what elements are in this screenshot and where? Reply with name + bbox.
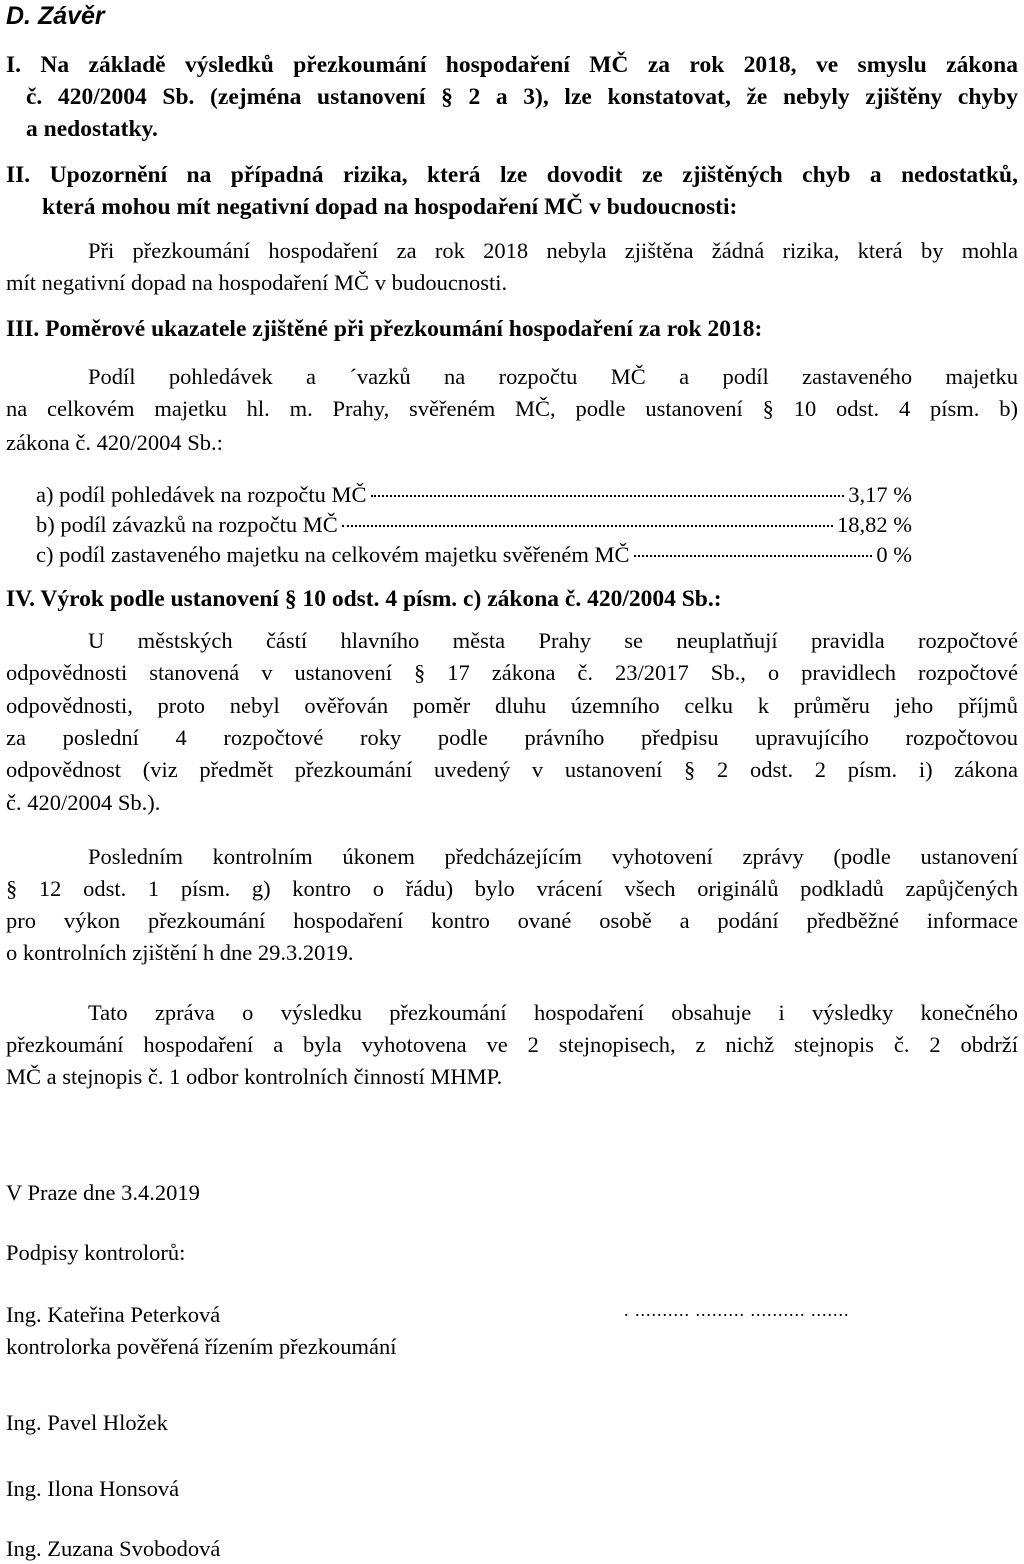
ratio-item-c <box>36 542 912 568</box>
ratio-item-b-value: 18,82 % <box>837 512 912 537</box>
closing-2-line-2: přezkoumání hospodaření a byla vyhotovena ve 2 stejnopisech, z nichž stejnopis č. 2 obdrží <box>6 1032 1018 1057</box>
signatory-2-name: Ing. Pavel Hložek <box>6 1410 168 1435</box>
signature-line: . .......... ......... .......... ....... <box>624 1300 850 1320</box>
section-iv-heading: IV. Výrok podle ustanovení § 10 odst. 4 písm. c) zákona č. 420/2004 Sb.: <box>6 586 722 612</box>
section-ii-paragraph-line-1: Při přezkoumání hospodaření za rok 2018 nebyla zjištěna žádná rizika, která by mohla <box>88 238 1018 263</box>
section-iv-paragraph-line-6: č. 420/2004 Sb.). <box>6 790 161 815</box>
ratio-item-a-label: a) podíl pohledávek na rozpočtu MČ <box>36 482 367 507</box>
signatures-label: Podpisy kontrolorů: <box>6 1240 186 1265</box>
closing-2-line-3: MČ a stejnopis č. 1 odbor kontrolních činností MHMP. <box>6 1064 503 1089</box>
section-i-line-2: č. 420/2004 Sb. (zejména ustanovení § 2 a 3), lze konstatovat, že nebyly zjištěny chyby <box>26 84 1018 110</box>
leader-dots <box>634 555 873 557</box>
section-iv-paragraph-line-3: odpovědnosti, proto nebyl ověřován poměr dluhu územního celku k průměru jeho příjmů <box>6 693 1018 718</box>
leader-dots <box>371 495 845 497</box>
section-i-line-1: I. Na základě výsledků přezkoumání hospodaření MČ za rok 2018, ve smyslu zákona <box>6 52 1018 78</box>
section-iii-paragraph-line-3: zákona č. 420/2004 Sb.: <box>6 430 223 455</box>
signatory-1-name: Ing. Kateřina Peterková <box>6 1302 221 1327</box>
ratio-item-a-value: 3,17 % <box>848 482 912 507</box>
closing-1-line-1: Posledním kontrolním úkonem předcházejícím vyhotovení zprávy (podle ustanovení <box>88 844 1018 869</box>
place-date: V Praze dne 3.4.2019 <box>6 1180 200 1205</box>
section-heading: D. Závěr <box>6 2 105 30</box>
section-ii-line-1: II. Upozornění na případná rizika, která lze dovodit ze zjištěných chyb a nedostatků, <box>6 162 1018 188</box>
signatory-1-role: kontrolorka pověřená řízením přezkoumání <box>6 1334 397 1359</box>
closing-2-line-1: Tato zpráva o výsledku přezkoumání hospodaření obsahuje i výsledky konečného <box>88 1000 1018 1025</box>
ratio-item-c-value: 0 % <box>876 542 912 567</box>
section-ii-line-2: která mohou mít negativní dopad na hospodaření MČ v budoucnosti: <box>42 194 738 220</box>
ratio-item-b <box>36 512 912 538</box>
section-iii-heading: III. Poměrové ukazatele zjištěné při přezkoumání hospodaření za rok 2018: <box>6 316 763 342</box>
leader-dots <box>342 525 833 527</box>
section-i-line-3: a nedostatky. <box>26 116 158 142</box>
section-ii-paragraph-line-2: mít negativní dopad na hospodaření MČ v budoucnosti. <box>6 270 508 295</box>
closing-1-line-3: pro výkon přezkoumání hospodaření kontro ované osobě a podání předběžné informace <box>6 908 1018 933</box>
section-iv-paragraph-line-4: za poslední 4 rozpočtové roky podle právního předpisu upravujícího rozpočtovou <box>6 725 1018 750</box>
section-iii-paragraph-line-1: Podíl pohledávek a ´vazků na rozpočtu MČ a podíl zastaveného majetku <box>88 364 1018 389</box>
ratio-item-a <box>36 482 912 508</box>
section-iii-paragraph-line-2: na celkovém majetku hl. m. Prahy, svěřeném MČ, podle ustanovení § 10 odst. 4 písm. b) <box>6 396 1018 421</box>
ratio-item-c-label: c) podíl zastaveného majetku na celkovém majetku svěřeném MČ <box>36 542 630 567</box>
closing-1-line-2: § 12 odst. 1 písm. g) kontro o řádu) bylo vrácení všech originálů podkladů zapůjčených <box>6 876 1018 901</box>
section-iv-paragraph-line-2: odpovědnosti stanovená v ustanovení § 17 zákona č. 23/2017 Sb., o pravidlech rozpočtové <box>6 660 1018 685</box>
signatory-3-name: Ing. Ilona Honsová <box>6 1476 180 1501</box>
ratio-item-b-label: b) podíl závazků na rozpočtu MČ <box>36 512 338 537</box>
closing-1-line-4: o kontrolních zjištění h dne 29.3.2019. <box>6 940 354 965</box>
section-iv-paragraph-line-1: U městských částí hlavního města Prahy se neuplatňují pravidla rozpočtové <box>88 628 1018 653</box>
section-iv-paragraph-line-5: odpovědnost (viz předmět přezkoumání uvedený v ustanovení § 2 odst. 2 písm. i) zákona <box>6 757 1018 782</box>
signatory-4-name: Ing. Zuzana Svobodová <box>6 1536 221 1561</box>
